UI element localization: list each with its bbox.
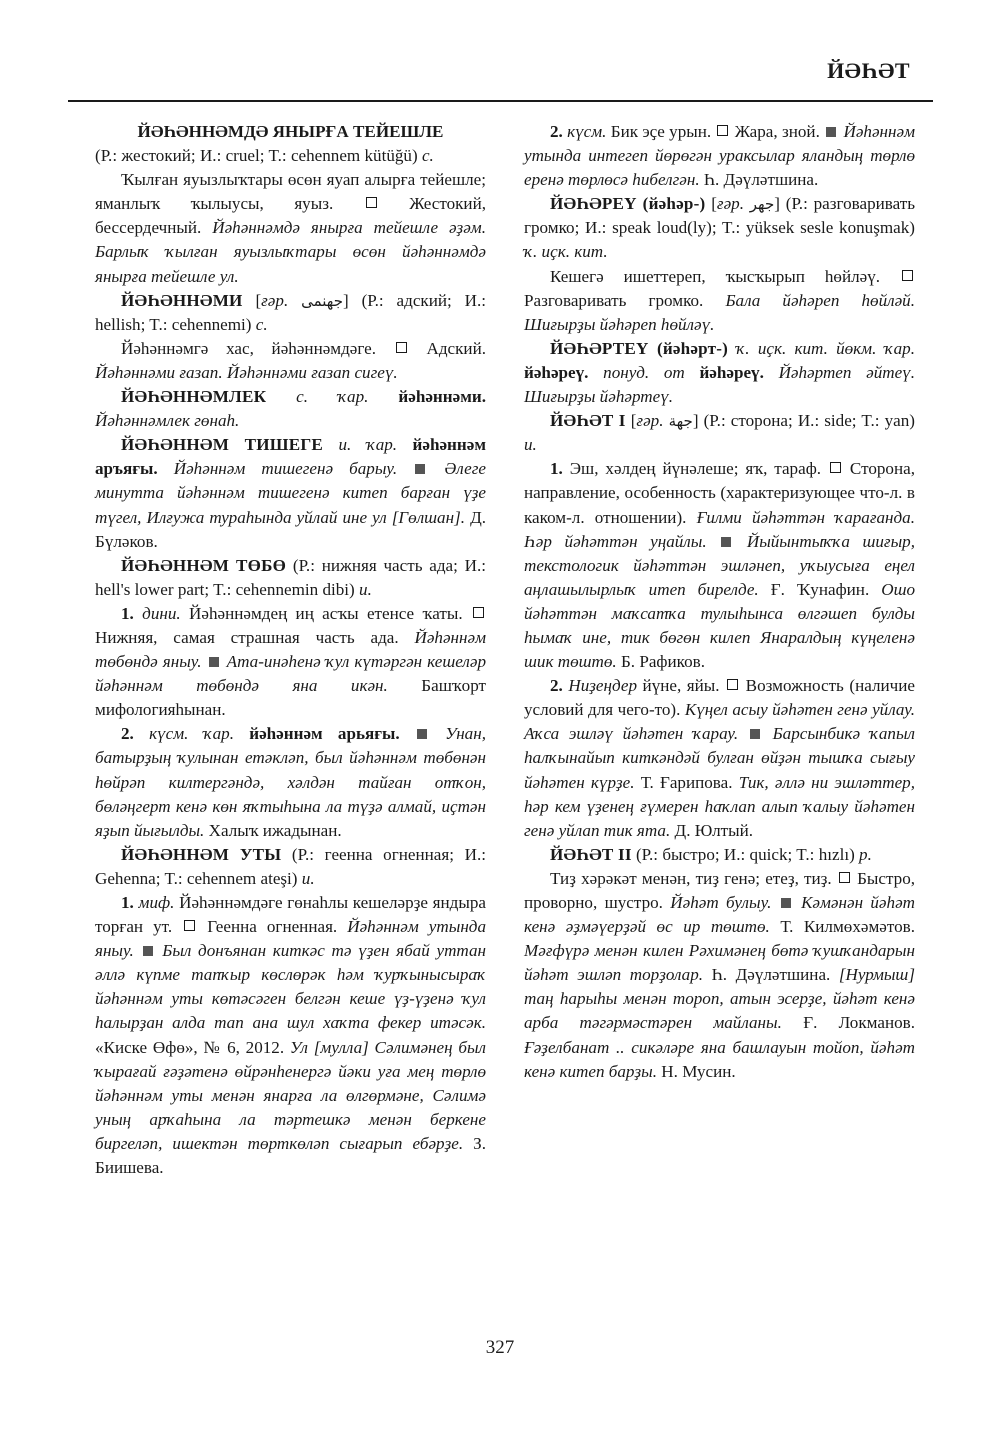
example-text: Күңел асыу йәһәтен генә уйлау. Аҡса эшләү йәһәтен ҡарау. <box>524 700 915 744</box>
citation-source-2: З. Биишева. <box>95 1133 486 1178</box>
entry-yahat-1: ЙӘҺӘТ I [ғәр. جهة] (Р.: сторона; И.: side; T.: yan) и. <box>524 411 915 455</box>
pos-label: с. <box>296 387 309 407</box>
gloss-paren: (Р.: адский; И.: hellish; T.: cehennemi) <box>95 290 487 334</box>
xref-target[interactable]: йәһәннәм аръяғы. <box>95 435 486 479</box>
definition-bashkir: Ҡылған яуызлыҡтары өсөн яуап алырға тейешле; яманлыҡ ҡылыусы, яуыз. <box>95 170 486 214</box>
gloss-paren: (Р.: быстро; И.: quick; T.: hızlı) <box>635 844 855 864</box>
pos-label: ҡ. иҫк. кит. <box>524 242 608 262</box>
headword-yaharteu: ЙӘҺӘРТЕҮ (йәһәрт-) <box>550 338 729 358</box>
xref-target[interactable]: йәһәннәм арьяғы. <box>249 724 400 744</box>
definition-bashkir: Кешегә ишеттереп, ҡысҡырып һөйләү. <box>550 266 881 286</box>
citation-text: Кәмәнән йәһәт кенә әҙмәүерҙәй өс ир төштө. <box>524 893 915 937</box>
definition-russian: Сторона, направление, особенность (характеризующее что-л. в каком-л. отношении). <box>524 459 915 527</box>
citation-source-2: Һ. Дәүләтшина. <box>711 965 831 985</box>
sense-number: 2. <box>121 724 134 744</box>
entry-yahat-2-body <box>524 867 915 1084</box>
definition-bashkir: Йәһәннәмдең иң асҡы етенсе ҡаты. <box>189 603 463 623</box>
pos-label: с. <box>255 314 268 334</box>
headword-yahat-1: ЙӘҺӘТ I <box>550 411 626 431</box>
left-column <box>95 120 486 1180</box>
pos-label-2: понуд. от <box>603 362 685 382</box>
usage-label: дини. <box>142 603 181 623</box>
headword-yahannami: ЙӘҺӘННӘМИ <box>121 290 243 310</box>
open-square-icon <box>830 462 841 473</box>
entry-yahannam-toba-sense-2 <box>95 722 486 842</box>
filled-square-icon <box>826 127 836 137</box>
open-square-icon <box>902 270 913 281</box>
definition-russian: Адский. <box>426 338 486 358</box>
definition-russian: Возможность (наличие условий для чего-то). <box>524 676 915 720</box>
entry-yahapreu: ЙӘҺӘРЕҮ (йәһәр-) [ғәр. جهر] (Р.: разговаривать громко; И.: speak loud(ly); T.: yüksek sesle konuşmak) ҡ. иҫк. кит. <box>524 194 916 262</box>
citation-source-2: Б. Рафиков. <box>620 652 705 672</box>
citation-text: Барсынбикә ҡапыл һалҡынайып киткәндәй булған өйҙән тышҡа сығыу йәһәтен күрҙе. <box>524 724 915 792</box>
citation-source: Т. Ғарипова. <box>640 772 733 792</box>
entry-yahannamda-yanyrga-teyeshle-gloss <box>95 144 486 168</box>
entry-yahannami-body <box>95 337 486 385</box>
open-square-icon <box>839 872 850 883</box>
filled-square-icon <box>209 657 219 667</box>
citation-text: Йыйынтыҡҡа шиғыр, текстологик йәһәттән эшләнеп, уҡыусыға еңел аңлашылырлыҡ итеп бирелде. <box>524 531 915 599</box>
definition-bashkir-italic: Ниҙеңдер <box>568 676 637 696</box>
pos-label: с. <box>421 146 434 166</box>
filled-square-icon <box>781 898 791 908</box>
headword-yahannamlek: ЙӘҺӘННӘМЛЕК <box>121 387 267 407</box>
citation-source: Д. Бүләков. <box>95 507 486 551</box>
entry-yahat-1-sense-1 <box>524 457 915 674</box>
example-text: Йәһәннәм төбөндә яныу. <box>95 627 486 672</box>
definition-russian: Быстро, проворно, шустро. <box>524 868 916 912</box>
filled-square-icon <box>417 729 427 739</box>
citation-text-4: Ғәҙелбанат .. сикәләре яна башлауын тойоп, йәһәт кенә китеп барҙы. <box>524 1037 915 1081</box>
headword-yahareu: ЙӘҺӘРЕҮ (йәһәр-) <box>550 194 706 214</box>
citation-source: Ғ. Ҡунафин. <box>770 579 870 599</box>
entry-yahat-2 <box>524 843 915 867</box>
filled-square-icon <box>415 464 425 474</box>
definition-russian: Жара, зной. <box>734 122 820 141</box>
citation-source-4: Н. Мусин. <box>661 1061 736 1081</box>
definition-bashkir: Йәһәннәмдәге гөнаһлы кешеләрҙе яндыра торған ут. <box>95 893 486 937</box>
xref-target-2[interactable]: йәһәреү. <box>699 362 764 382</box>
usage-label: миф. <box>138 893 175 912</box>
sense-number: 1. <box>550 459 563 479</box>
page-number: 327 <box>485 1337 515 1358</box>
entry-yahannam-toba <box>95 554 486 602</box>
open-square-icon <box>366 197 377 208</box>
filled-square-icon <box>721 537 731 547</box>
entry-yahannami: ЙӘҺӘННӘМИ [ғәр. جهنمى] (Р.: адский; И.: hellish; T.: cehennemi) с. <box>95 290 487 334</box>
example-text: Йәһәннәм утында яныу. <box>95 917 486 961</box>
etym-language-label: ғәр. <box>716 194 744 214</box>
entry-yahannam-uty <box>95 843 486 891</box>
open-square-icon <box>717 125 728 136</box>
citation-text: Әлеге минутта йәһәннәм тишегенә китеп барған үҙе түгел, Илғужа тураһында уйлай ине ул [Гөлшан]. <box>95 459 486 527</box>
citation-source-3: Ғ. Локманов. <box>803 1013 915 1033</box>
arabic-etymon: جهة <box>668 412 693 431</box>
arabic-etymon: جهنمى <box>301 291 343 310</box>
definition-bashkir: Тиҙ хәрәкәт менән, тиҙ генә; етеҙ, тиҙ. <box>550 868 832 888</box>
pos-label: ҡ. иҫк. кит. йөкм. ҡар. <box>736 338 915 358</box>
definition-russian: Разговаривать громко. <box>524 290 704 310</box>
open-square-icon <box>473 607 484 618</box>
headword-yahat-2: ЙӘҺӘТ II <box>550 844 632 864</box>
definition-russian: Нижняя, самая страшная часть ада. <box>95 627 399 647</box>
citation-text: Йәһәннәм утында интегеп йөрөгән ураксылар яландың төрлө еренә төрлөсә һибелгән. <box>524 122 915 190</box>
pos-label: и. <box>359 579 372 599</box>
example-text: Йәһәртеп әйтеү. Шиғырҙы йәһәртеү. <box>524 362 916 407</box>
citation-source: Халыҡ ижадынан. <box>208 820 342 840</box>
citation-source: Һ. Дәүләтшина. <box>703 170 819 190</box>
entry-yahannamlek <box>95 385 486 433</box>
two-column-body <box>95 120 915 1180</box>
xref-target[interactable]: йәһәреү. <box>524 362 589 382</box>
citation-text-2: Мәғфүрә менән килен Рәхимәнең бөтә ҡушҡандарын йәһәт эшләп торҙолар. <box>524 941 915 985</box>
etym-language-label: ғәр. <box>261 290 289 310</box>
definition-bashkir: Бик эҫе урын. <box>610 122 712 141</box>
gloss-paren: (Р.: нижняя часть ада; И.: hell's lower part; T.: cehennemin dibi) <box>95 555 486 599</box>
citation-text-2: Ошо йәһәттән маҡсатҡа тулыһынса өлгәшеп булды һымаҡ ине, тик бөгөн килеп Янаралдың күңеленә шик төштө. <box>524 579 916 672</box>
example-text: Йәһәннәмлек гөнаһ. <box>95 411 240 431</box>
running-head: ЙӘҺӘТ <box>827 58 910 83</box>
headword-yahannam-toba: ЙӘҺӘННӘМ ТӨБӨ <box>121 555 287 575</box>
example-text: Йәһәннәми ғазап. Йәһәннәми ғазап сигеү. <box>95 362 398 382</box>
etym-language-label: ғәр. <box>636 411 664 431</box>
pos-label: и. <box>524 435 537 455</box>
entry-yahannamda-yanyrga-teyeshle-body <box>95 168 486 288</box>
entry-yahareu-body <box>524 265 915 337</box>
definition-bashkir: Эш, хәлдең йүнәлеше; яҡ, тараф. <box>569 459 822 479</box>
open-square-icon <box>727 679 738 690</box>
definition-russian: Геенна огненная. <box>207 917 338 937</box>
gloss-paren: (Р.: геенна огненная; И.: Gehenna; T.: cehennem ateşi) <box>95 844 486 888</box>
citation-text-2: Ул [мулла] Сәлимәнең был ҡырағай ғәҙәтенә өйрәнһенергә йәки уға мең төрлө йәһәннәм уты менән янарға ла өлгөрмәне, Сәлимә уның арҡаһына ла тәртешкә менән беркене биргеләп, ишектән төрткөләп сығарып ебәрҙе. <box>95 1037 486 1153</box>
sense-number: 2. <box>550 122 563 141</box>
example-text: Йәһәннәмдә янырға тейешле әҙәм. Барлыҡ ҡылған яуызлыҡтары өсөн йәһәннәмдә янырға тейешле ул. <box>95 218 486 286</box>
gloss-paren: (Р.: разговаривать громко; И.: speak loud(ly); T.: yüksek sesle konuşmak) <box>524 194 916 238</box>
entry-yahat-1-sense-2 <box>524 674 915 843</box>
gloss-paren: (Р.: сторона; И.: side; T.: yan) <box>703 411 915 431</box>
xref-label: ҡар. <box>338 387 369 407</box>
right-column <box>524 120 915 1180</box>
headword-yahannamda-yanyrga-teyeshle: ЙӘҺӘННӘМДӘ ЯНЫРҒА ТЕЙЕШЛЕ <box>137 122 444 141</box>
filled-square-icon <box>143 946 153 956</box>
entry-yahannam-uty-sense-1 <box>95 891 486 1180</box>
usage-label: күсм. ҡар. <box>149 724 234 744</box>
citation-text: Унан, батырҙың ҡулынан етәкләп, был йәһәннәм төбөнән һөйрәп килтергәндә, хәлдән тайған отҡон, бөләңгерт кенә көн яҡтыһына ла түҙә алмай, иҫтән яҙып йығылды. <box>95 724 486 840</box>
definition-russian: Жестокий, бессердечный. <box>95 194 486 238</box>
citation-text: Был донъянан киткәс тә үҙен ябай уттан әллә күпме тапҡыр көслөрәк һәм ҡурҡынысыраҡ йәһәннәм уты көтәсәген белгән кеше үҙ-үҙенә ҡул һалырҙан алда тап ана шул хаҡта фекер итәсәк. <box>95 941 486 1033</box>
headword-yahannam-tishege: ЙӘҺӘННӘМ ТИШЕГЕ <box>121 435 324 455</box>
entry-yahartyu <box>524 337 915 409</box>
pos-label: и. <box>338 435 352 455</box>
example-text: Йәһәннәм тишегенә барыу. <box>173 459 398 479</box>
definition-bashkir: йүне, яйы. <box>642 676 720 696</box>
citation-source-2: Д. Юлтый. <box>674 820 753 840</box>
gloss-paren: (Р.: жестокий; И.: cruel; T.: cehennem kütüğü) <box>95 146 418 166</box>
citation-text: Ата-инәһенә ҡул күтәргән кешеләр йәһәннәм төбөндә яна икән. <box>95 652 486 696</box>
entry-yahannam-tishege <box>95 433 486 553</box>
citation-source: «Киске Өфө», № 6, 2012. <box>95 1037 285 1057</box>
entry-yahannam-uty-sense-2 <box>524 120 915 192</box>
sense-number: 1. <box>121 893 134 912</box>
xref-target[interactable]: йәһәннәми. <box>398 387 486 407</box>
citation-source: Т. Килмөхәмәтов. <box>780 917 915 937</box>
open-square-icon <box>396 342 407 353</box>
definition-bashkir: Йәһәннәмгә хас, йәһәннәмдәге. <box>121 338 377 358</box>
citation-text-2: Тик, әллә ни эшләттер, һәр кем үҙенең ғүмерен һаҡлап алып ҡалыу йәһәтен генә уйлап тик ята. <box>524 772 915 840</box>
usage-label: күсм. <box>567 122 607 141</box>
filled-square-icon <box>750 729 760 739</box>
example-text: Йәһәт булыу. <box>670 893 772 912</box>
sense-number: 1. <box>121 603 134 623</box>
citation-text-3: [Нурмыш] таң һарыһы менән тороп, атын эсерҙе, йәһәт кенә арба тәгәрмәстәрен майланы. <box>524 965 915 1033</box>
pos-label: и. <box>301 868 315 888</box>
open-square-icon <box>184 920 195 931</box>
xref-label: ҡар. <box>366 435 398 455</box>
header-divider-rule <box>68 100 933 102</box>
entry-yahannam-toba-sense-1 <box>95 602 486 722</box>
sense-number: 2. <box>550 676 563 696</box>
arabic-etymon: جهر <box>749 195 775 214</box>
headword-yahannam-uty: ЙӘҺӘННӘМ УТЫ <box>121 844 282 864</box>
example-text: Бала йәһәреп һөйләй. Шиғырҙы йәһәреп һөйләү. <box>524 290 915 334</box>
example-text: Ғилми йәһәттән ҡарағанда. Һәр йәһәттән уңайлы. <box>524 507 915 551</box>
pos-label: р. <box>859 844 872 864</box>
citation-source: Башҡорт мифологияһынан. <box>95 676 486 720</box>
